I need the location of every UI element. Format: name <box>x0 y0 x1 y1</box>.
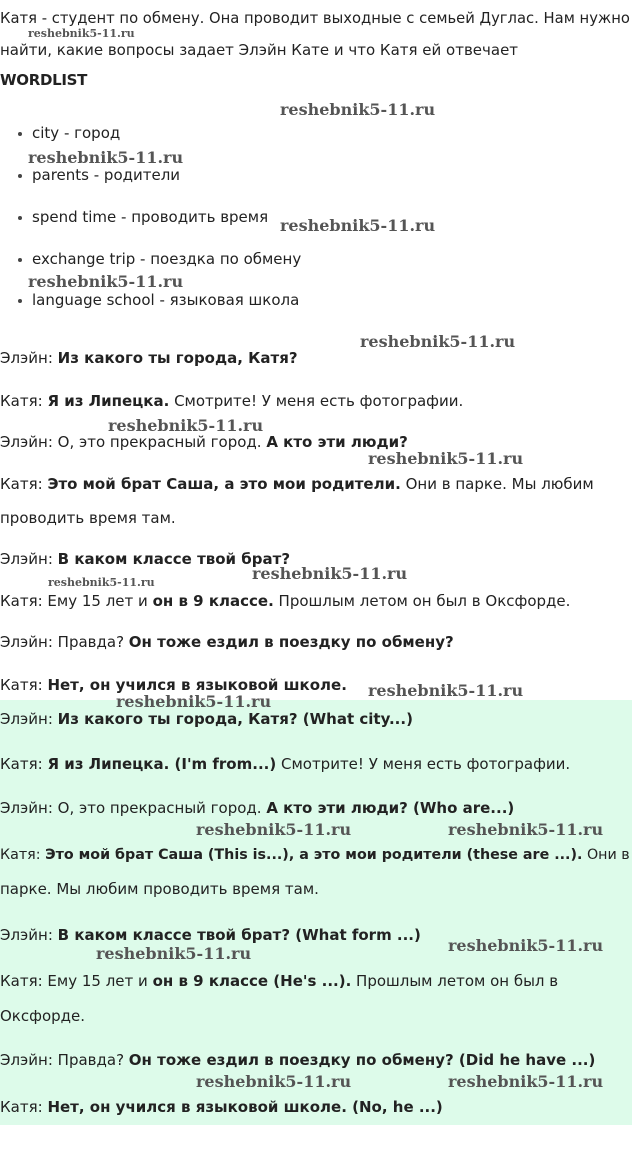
watermark: reshebnik5-11.ru <box>448 820 604 839</box>
wordlist-title: WORDLIST <box>0 71 88 89</box>
wordlist-item: city - город <box>18 123 120 143</box>
watermark: reshebnik5-11.ru <box>108 416 264 435</box>
watermark: reshebnik5-11.ru <box>448 936 604 955</box>
dialog-line: Катя: Нет, он учился в языковой школе. <box>0 676 347 694</box>
dialog-line: Катя: Ему 15 лет и он в 9 классе. Прошлым летом он был в Оксфорде. <box>0 592 571 610</box>
answer-line: Оксфорде. <box>0 1007 86 1025</box>
bullet-icon <box>18 132 22 136</box>
answer-line: Катя: Я из Липецка. (I'm from...) Смотрите! У меня есть фотографии. <box>0 755 571 773</box>
watermark: reshebnik5-11.ru <box>28 148 184 167</box>
answer-line: парке. Мы любим проводить время там. <box>0 880 319 898</box>
watermark: reshebnik5-11.ru <box>96 944 252 963</box>
watermark: reshebnik5-11.ru <box>368 449 524 468</box>
watermark: reshebnik5-11.ru <box>28 27 135 40</box>
answer-line: Элэйн: Правда? Он тоже ездил в поездку по обмену? (Did he have ...) <box>0 1051 596 1069</box>
answer-line: Катя: Нет, он учился в языковой школе. (No, he ...) <box>0 1098 443 1116</box>
answer-line: Элэйн: Из какого ты города, Катя? (What city...) <box>0 710 413 728</box>
answer-line: Катя: Это мой брат Саша (This is...), а это мои родители (these are ...). Они в <box>0 847 630 863</box>
dialog-line: Элэйн: В каком классе твой брат? <box>0 550 291 568</box>
watermark: reshebnik5-11.ru <box>280 216 436 235</box>
watermark: reshebnik5-11.ru <box>196 1072 352 1091</box>
bullet-icon <box>18 299 22 303</box>
watermark: reshebnik5-11.ru <box>280 100 436 119</box>
dialog-line: Элэйн: Правда? Он тоже ездил в поездку по обмену? <box>0 633 454 651</box>
dialog-line: Элэйн: О, это прекрасный город. А кто эти люди? <box>0 433 408 451</box>
intro-line-1: Катя - студент по обмену. Она проводит выходные с семьей Дуглас. Нам нужно <box>0 10 630 27</box>
watermark: reshebnik5-11.ru <box>448 1072 604 1091</box>
dialog-line: Катя: Я из Липецка. Смотрите! У меня есть фотографии. <box>0 392 464 410</box>
watermark: reshebnik5-11.ru <box>360 332 516 351</box>
watermark: reshebnik5-11.ru <box>196 820 352 839</box>
wordlist-item: spend time - проводить время <box>18 207 268 227</box>
watermark: reshebnik5-11.ru <box>28 272 184 291</box>
watermark: reshebnik5-11.ru <box>252 564 408 583</box>
answer-line: Катя: Ему 15 лет и он в 9 классе (He's ...). Прошлым летом он был в <box>0 972 559 990</box>
watermark: reshebnik5-11.ru <box>48 576 155 589</box>
watermark: reshebnik5-11.ru <box>116 692 272 711</box>
wordlist-item: parents - родители <box>18 165 180 185</box>
wordlist-item: exchange trip - поездка по обмену <box>18 249 301 269</box>
dialog-line: Катя: Это мой брат Саша, а это мои родители. Они в парке. Мы любим <box>0 475 594 493</box>
answer-line: Элэйн: В каком классе твой брат? (What form ...) <box>0 926 421 944</box>
bullet-icon <box>18 258 22 262</box>
bullet-icon <box>18 216 22 220</box>
wordlist-item: language school - языковая школа <box>18 290 299 310</box>
answer-line: Элэйн: О, это прекрасный город. А кто эти люди? (Who are...) <box>0 799 515 817</box>
intro-line-2: найти, какие вопросы задает Элэйн Кате и что Катя ей отвечает <box>0 41 519 59</box>
dialog-line: проводить время там. <box>0 509 176 527</box>
dialog-line: Элэйн: Из какого ты города, Катя? <box>0 349 298 367</box>
bullet-icon <box>18 174 22 178</box>
watermark: reshebnik5-11.ru <box>368 681 524 700</box>
